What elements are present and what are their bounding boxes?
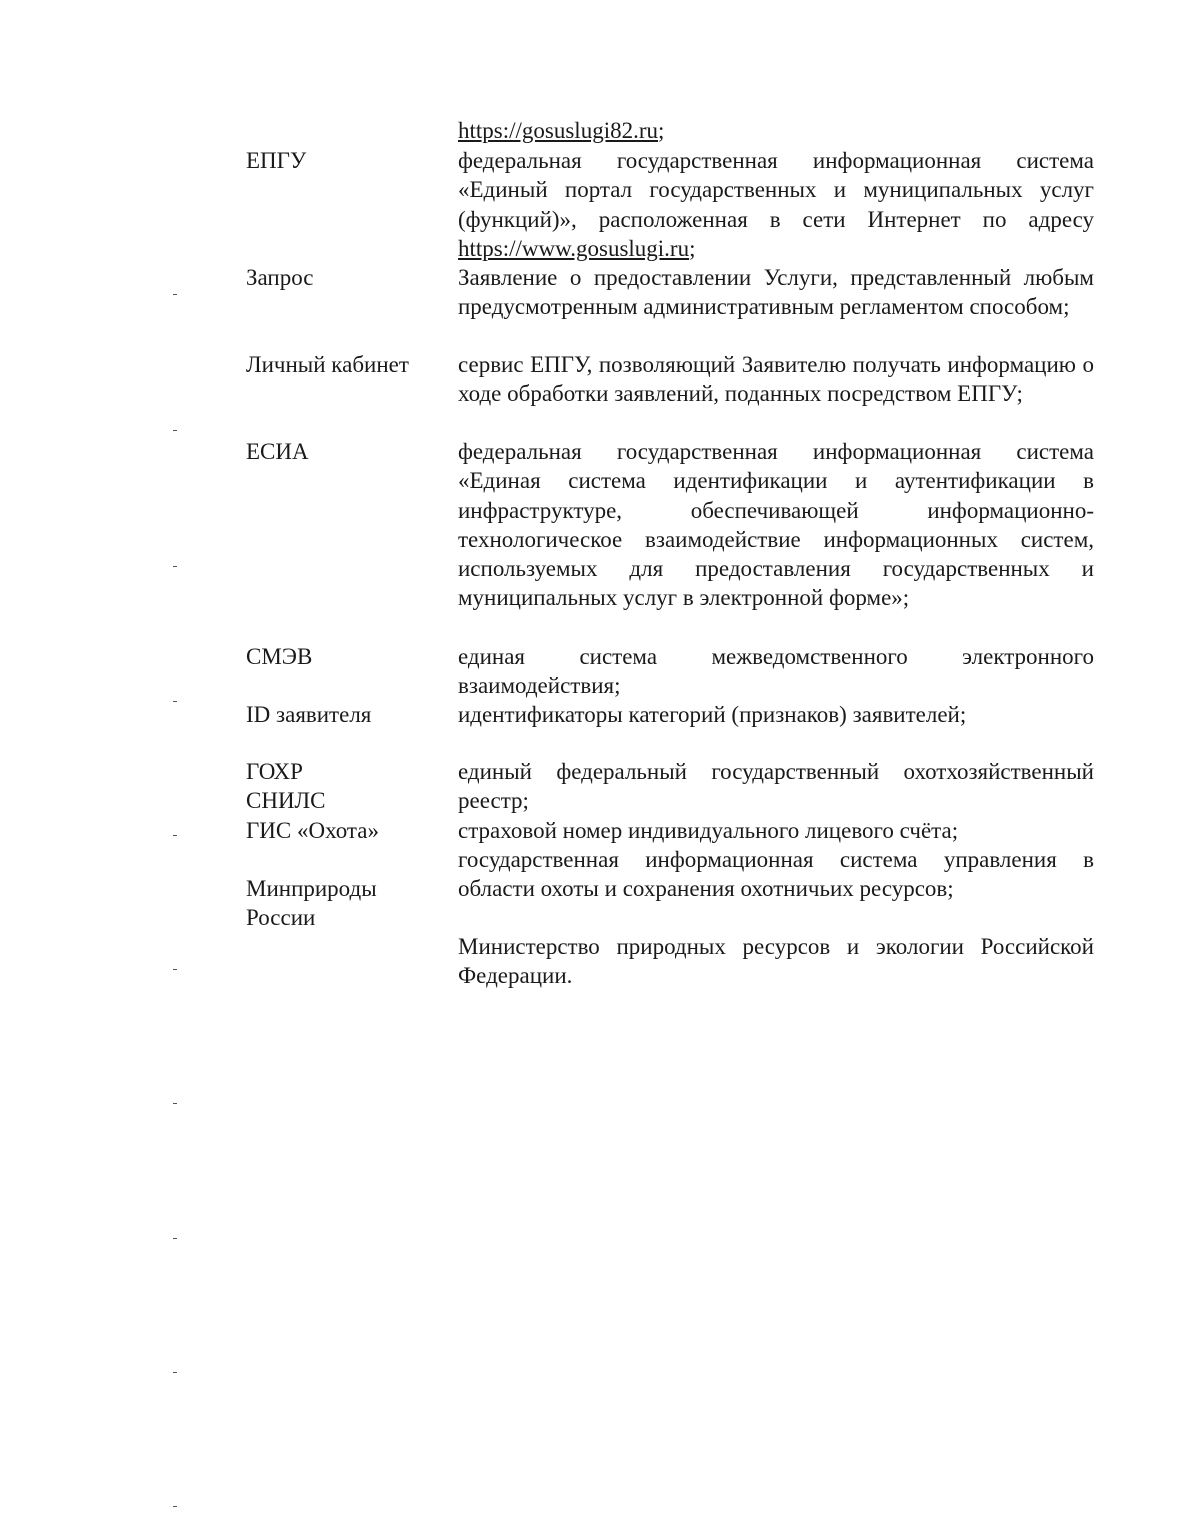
- gosuslugi-link[interactable]: https://www.gosuslugi.ru: [458, 235, 690, 261]
- term-esia: ЕСИА: [246, 439, 309, 464]
- term-smev: СМЭВ: [246, 644, 313, 669]
- scan-mark: [173, 969, 177, 970]
- scan-mark: [173, 430, 177, 431]
- term-id-zayavitelya: ID заявителя: [246, 702, 372, 727]
- term-gohr: ГОХР: [246, 759, 303, 784]
- term-minprirody: Минприроды России: [246, 876, 377, 931]
- definition-smev: единая система межведомственного электронного взаимодействия;: [458, 644, 1094, 699]
- definition-lichnyi-kabinet: сервис ЕПГУ, позволяющий Заявителю получать информацию о ходе обработки заявлений, поданных посредством ЕПГУ;: [458, 352, 1094, 407]
- scan-mark: [173, 566, 177, 567]
- definition-esia: федеральная государственная информационная система «Единая система идентификации и аутентификации в инфраструктуре, обеспечивающей информационно-технологическое взаимодействие информационных систем, используемых для предоставления государственных и муниципальных услуг в электронной форме»;: [458, 439, 1094, 611]
- definition-snils: страховой номер индивидуального лицевого счёта;: [458, 818, 959, 843]
- scan-mark: [173, 1238, 177, 1239]
- scan-mark: [173, 1506, 177, 1507]
- scan-mark: [173, 1103, 177, 1104]
- term-lichnyi-kabinet: Личный кабинет: [246, 352, 409, 377]
- term-zapros: Запрос: [246, 265, 314, 290]
- scan-mark: [173, 1372, 177, 1373]
- definition-epgu: федеральная государственная информационная система «Единый портал государственных и муниципальных услуг (функций)», расположенная в сети Интернет по адресу https://www.gosuslugi.ru;: [458, 148, 1094, 261]
- definition-gohr: единый федеральный государственный охотхозяйственный реестр;: [458, 759, 1094, 814]
- definition-minprirody: Министерство природных ресурсов и экологии Российской Федерации.: [458, 934, 1094, 989]
- continuation-line: https://gosuslugi82.ru;: [458, 118, 665, 143]
- scan-mark: [173, 294, 177, 295]
- term-snils: СНИЛС: [246, 788, 326, 813]
- definition-gis-ohota: государственная информационная система управления в области охоты и сохранения охотничьих ресурсов;: [458, 847, 1094, 902]
- term-epgu: ЕПГУ: [246, 148, 307, 173]
- gosuslugi82-link[interactable]: https://gosuslugi82.ru: [458, 118, 658, 143]
- definition-zapros: Заявление о предоставлении Услуги, представленный любым предусмотренным административным регламентом способом;: [458, 265, 1094, 320]
- scan-mark: [173, 701, 177, 702]
- scan-mark: [173, 835, 177, 836]
- definition-id-zayavitelya: идентификаторы категорий (признаков) заявителей;: [458, 702, 967, 727]
- term-gis-ohota: ГИС «Охота»: [246, 818, 379, 843]
